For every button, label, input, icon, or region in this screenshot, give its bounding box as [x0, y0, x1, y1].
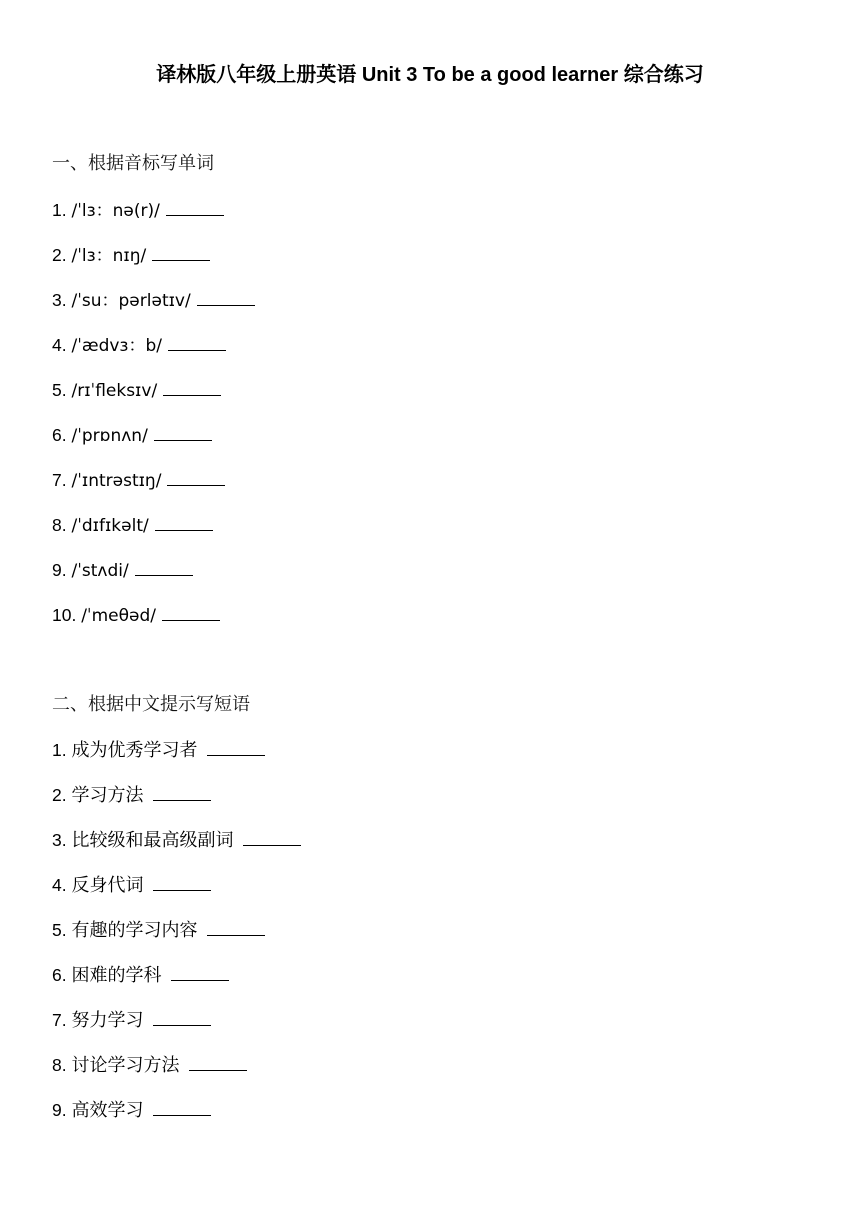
phrase-prompt: 讨论学习方法	[71, 1055, 180, 1076]
phrase-prompt: 成为优秀学习者	[71, 740, 198, 761]
phonetic-text: /ˈɪntrəstɪŋ/	[71, 471, 162, 491]
phrase-prompt: 学习方法	[71, 785, 144, 806]
phonetic-item	[52, 422, 212, 449]
answer-blank[interactable]	[189, 1069, 247, 1071]
phonetic-item	[52, 197, 224, 224]
phonetic-item	[52, 287, 255, 314]
item-number: 5.	[52, 380, 67, 400]
phonetic-item	[52, 602, 220, 629]
phrase-prompt: 反身代词	[71, 875, 144, 896]
phonetic-item	[52, 242, 210, 269]
answer-blank[interactable]	[197, 304, 255, 306]
phrase-item	[52, 1007, 211, 1034]
phonetic-item	[52, 557, 193, 584]
phrase-prompt: 努力学习	[71, 1010, 144, 1031]
answer-blank[interactable]	[155, 529, 213, 531]
phonetic-text: /ˈdɪfɪkəlt/	[71, 516, 149, 536]
section-heading-phrases: 二、根据中文提示写短语	[52, 694, 250, 715]
phonetic-text: /ˈlɜ：nə(r)/	[71, 201, 160, 221]
answer-blank[interactable]	[153, 799, 211, 801]
item-number: 2.	[52, 785, 67, 805]
answer-blank[interactable]	[152, 259, 210, 261]
item-number: 9.	[52, 560, 67, 580]
item-number: 3.	[52, 830, 67, 850]
answer-blank[interactable]	[167, 484, 225, 486]
phrase-item	[52, 917, 265, 944]
phonetic-text: /rɪˈfleksɪv/	[71, 381, 158, 401]
phrase-item	[52, 872, 211, 899]
phrase-item	[52, 1052, 247, 1079]
phonetic-text: /ˈmeθəd/	[81, 606, 157, 626]
phonetic-text: /ˈlɜ：nɪŋ/	[71, 246, 147, 266]
answer-blank[interactable]	[154, 439, 212, 441]
phrase-prompt: 比较级和最高级副词	[71, 830, 234, 851]
item-number: 7.	[52, 1010, 67, 1030]
item-number: 8.	[52, 515, 67, 535]
phrase-item	[52, 962, 229, 989]
phonetic-item	[52, 467, 225, 494]
phonetic-text: /ˈprɒnʌn/	[71, 426, 148, 446]
item-number: 10.	[52, 605, 77, 625]
item-number: 3.	[52, 290, 67, 310]
item-number: 9.	[52, 1100, 67, 1120]
answer-blank[interactable]	[207, 934, 265, 936]
item-number: 1.	[52, 200, 67, 220]
answer-blank[interactable]	[166, 214, 224, 216]
phrase-prompt: 有趣的学习内容	[71, 920, 198, 941]
answer-blank[interactable]	[207, 754, 265, 756]
phrase-item	[52, 827, 301, 854]
answer-blank[interactable]	[135, 574, 193, 576]
phrase-item	[52, 782, 211, 809]
phonetic-item	[52, 512, 213, 539]
item-number: 8.	[52, 1055, 67, 1075]
phonetic-text: /ˈstʌdi/	[71, 561, 129, 581]
phonetic-item	[52, 332, 226, 359]
item-number: 7.	[52, 470, 67, 490]
answer-blank[interactable]	[153, 1024, 211, 1026]
item-number: 4.	[52, 335, 67, 355]
phrase-item	[52, 737, 265, 764]
phonetic-text: /ˈsu：pərlətɪv/	[71, 291, 191, 311]
item-number: 6.	[52, 425, 67, 445]
answer-blank[interactable]	[162, 619, 220, 621]
page-title: 译林版八年级上册英语 Unit 3 To be a good learner 综合练习	[156, 64, 704, 86]
phrase-prompt: 困难的学科	[71, 965, 162, 986]
item-number: 4.	[52, 875, 67, 895]
item-number: 1.	[52, 740, 67, 760]
answer-blank[interactable]	[168, 349, 226, 351]
item-number: 5.	[52, 920, 67, 940]
section-heading-phonetics: 一、根据音标写单词	[52, 153, 214, 174]
answer-blank[interactable]	[153, 1114, 211, 1116]
answer-blank[interactable]	[153, 889, 211, 891]
answer-blank[interactable]	[163, 394, 221, 396]
phrase-item	[52, 1097, 211, 1124]
answer-blank[interactable]	[243, 844, 301, 846]
phonetic-item	[52, 377, 221, 404]
item-number: 6.	[52, 965, 67, 985]
answer-blank[interactable]	[171, 979, 229, 981]
item-number: 2.	[52, 245, 67, 265]
phrase-prompt: 高效学习	[71, 1100, 144, 1121]
phonetic-text: /ˈædvɜ：b/	[71, 336, 162, 356]
